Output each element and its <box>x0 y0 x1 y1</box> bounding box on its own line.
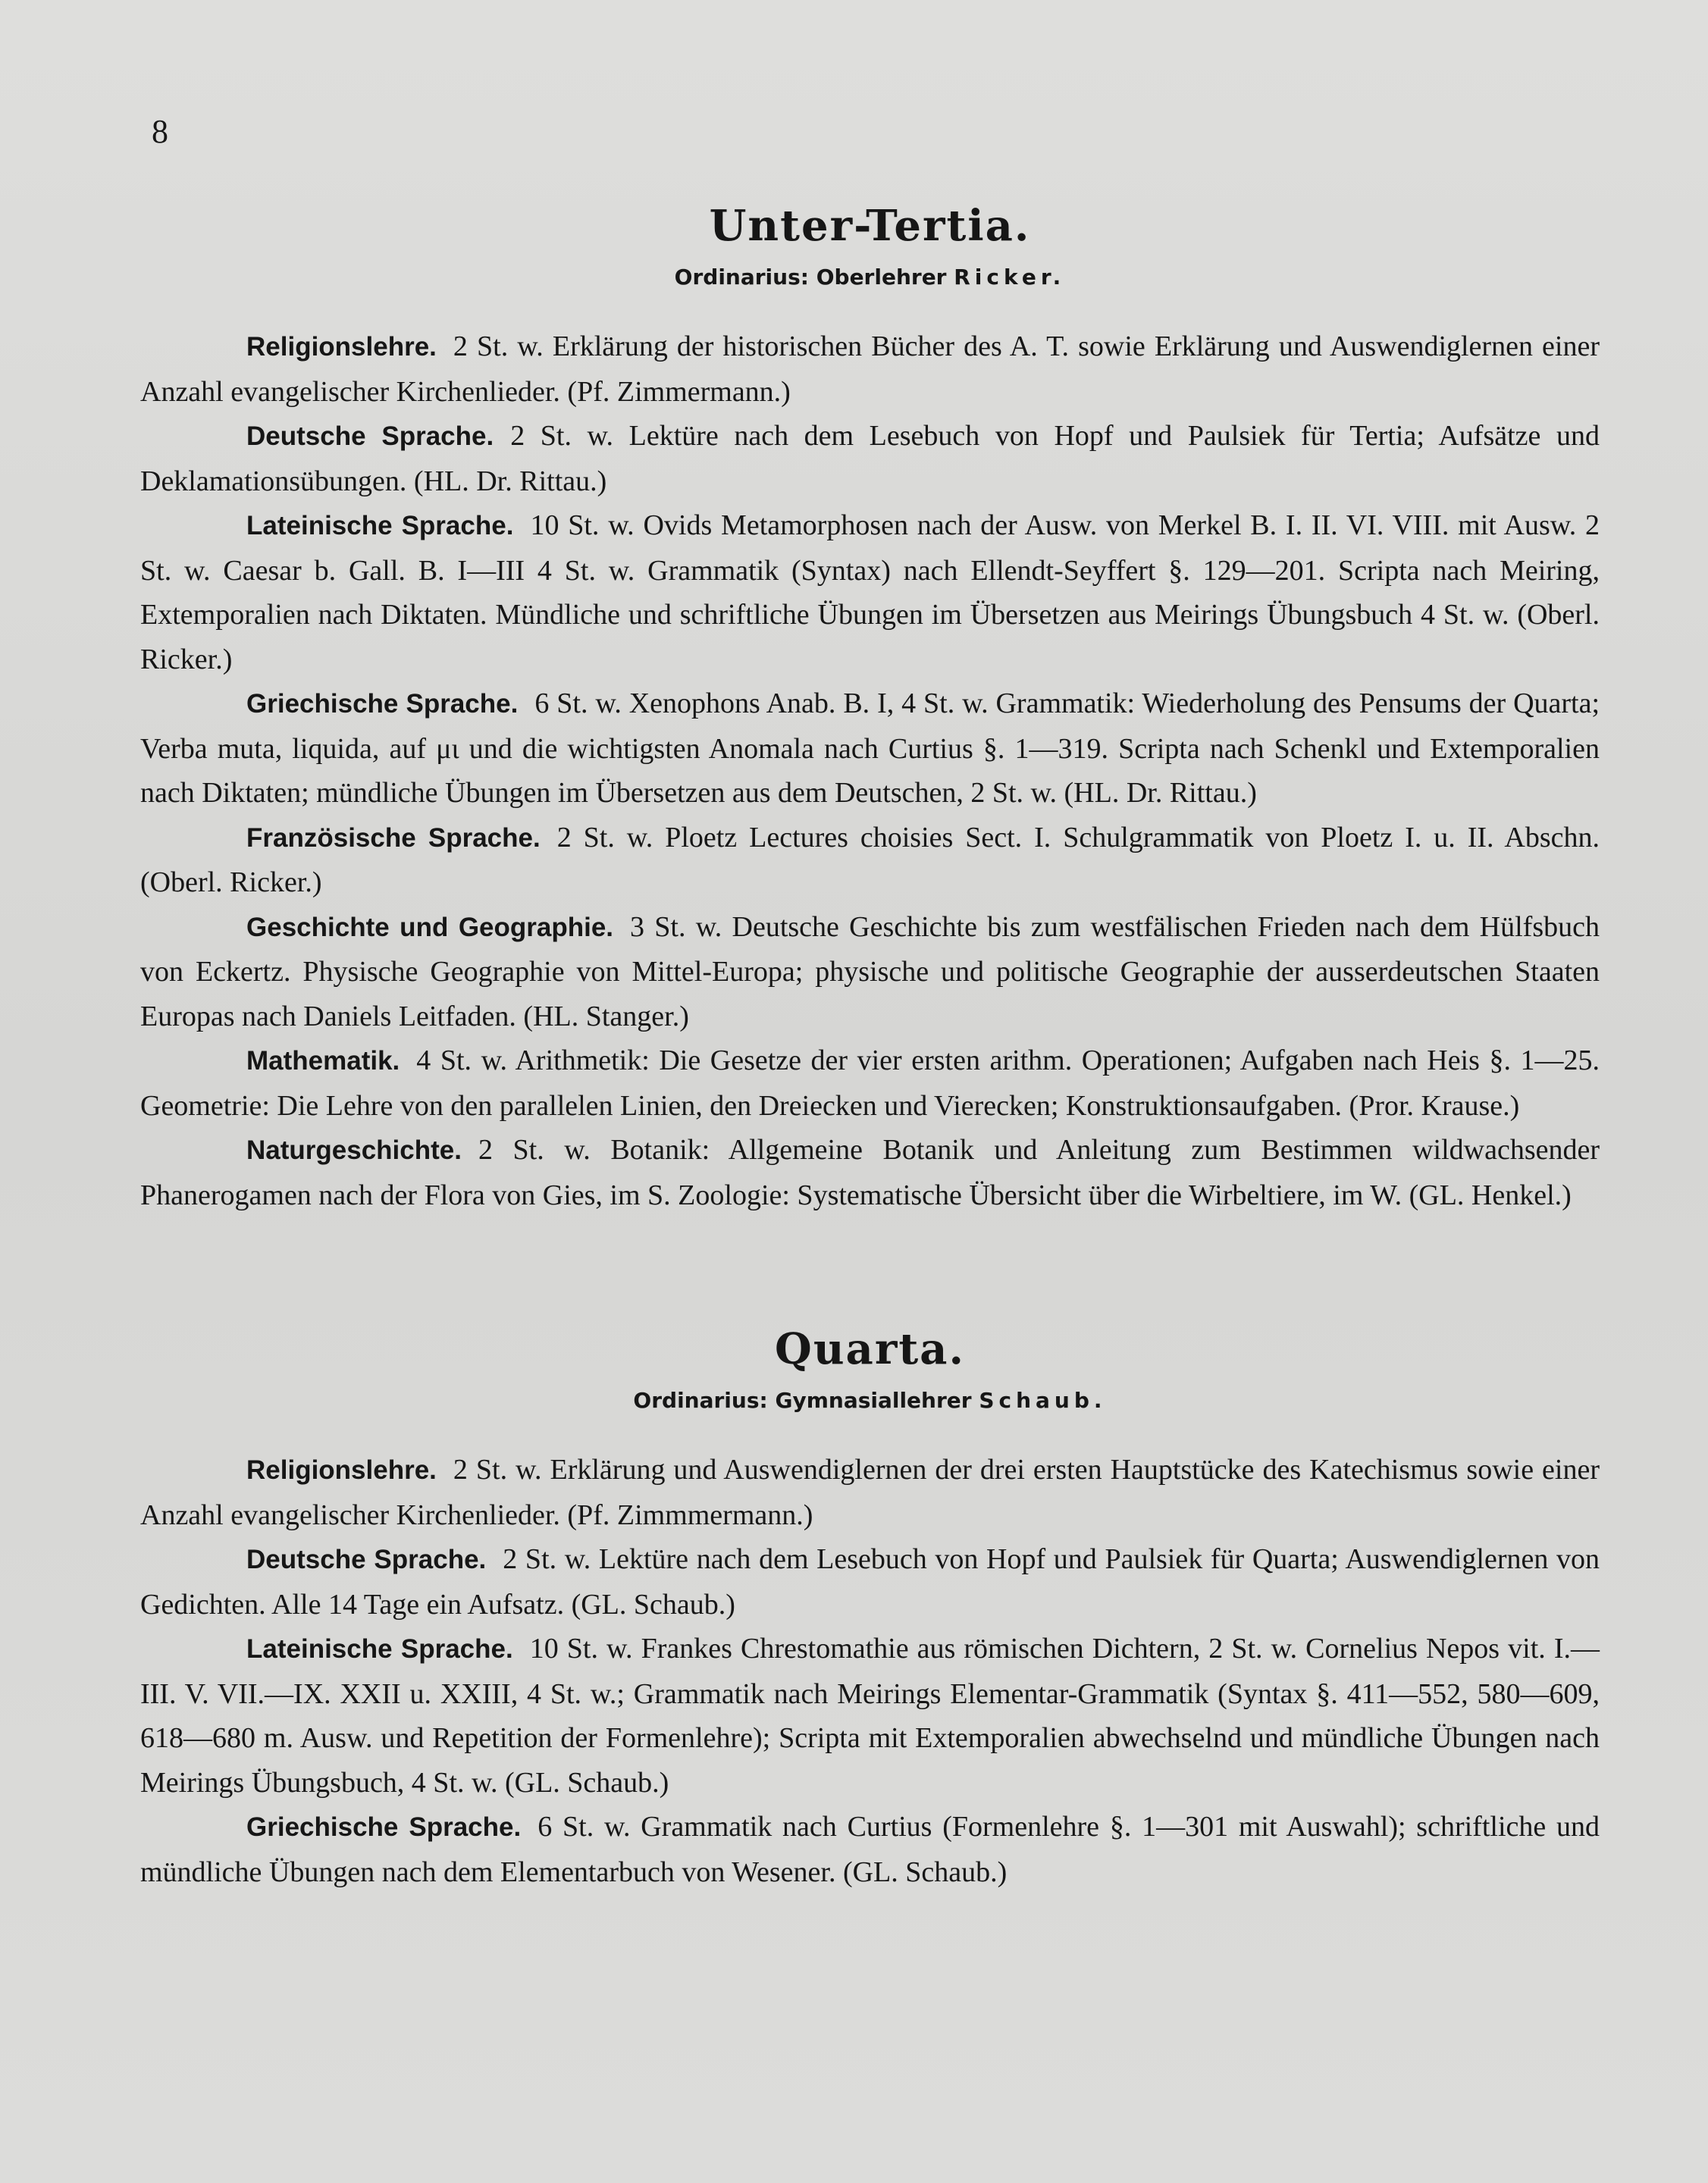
subject-text: 2 St. w. Ploetz Lectures choisies Sect. I. Schulgrammatik von Ploetz I. u. II. Abschn. (Oberl. Ricker.) <box>140 821 1600 898</box>
section-unter-tertia <box>140 196 1600 1217</box>
subject-text: 2 St. w. Erklärung und Auswendiglernen der drei ersten Hauptstücke des Katechismus sowie einer Anzahl evangelischer Kirchenlieder. (Pf. Zimmmermann.) <box>140 1454 1600 1531</box>
subject-paragraph <box>140 1448 1600 1537</box>
ordinarius-line <box>140 261 1600 294</box>
subject-name: Lateinische Sprache. <box>246 511 514 540</box>
subject-name: Religionslehre. <box>246 332 437 362</box>
subject-name: Mathematik. <box>246 1046 400 1076</box>
subject-name: Französische Sprache. <box>246 822 541 853</box>
subject-paragraph <box>140 1627 1600 1805</box>
ordinarius-label: Ordinarius: <box>633 1388 768 1413</box>
subject-paragraph <box>140 816 1600 905</box>
ordinarius-role: Gymnasiallehrer <box>775 1388 972 1413</box>
subject-paragraph <box>140 905 1600 1039</box>
section-quarta <box>140 1319 1600 1894</box>
page-number: 8 <box>152 113 168 150</box>
ordinarius-name: Schaub. <box>979 1388 1107 1413</box>
subject-paragraph <box>140 503 1600 681</box>
subject-paragraph <box>140 324 1600 414</box>
subject-text: 2 St. w. Erklärung der historischen Bücher des A. T. sowie Erklärung und Auswendiglernen einer Anzahl evangelischer Kirchenlieder. (Pf. Zimmermann.) <box>140 330 1600 408</box>
subject-text: 3 St. w. Deutsche Geschichte bis zum westfälischen Frieden nach dem Hülfsbuch von Eckertz. Physische Geographie von Mittel-Europa; physische und politische Geographie der ausserdeutschen Staaten Europas nach Daniels Leitfaden. (HL. Stanger.) <box>140 910 1600 1032</box>
subject-name: Deutsche Sprache. <box>246 1545 487 1574</box>
ordinarius-name: Ricker. <box>954 265 1066 290</box>
subject-text: 10 St. w. Frankes Chrestomathie aus römischen Dichtern, 2 St. w. Cornelius Nepos vit. I.—III. V. VII.—IX. XXII u. XXIII, 4 St. w.; Grammatik nach Meirings Elementar-Grammatik (Syntax §. 411—552, 580—609, 618—680 m. Ausw. und Repetition der Formenlehre); Scripta mit Extemporalien abwechselnd und mündliche Übungen nach Meirings Übungsbuch, 4 St. w. (GL. Schaub.) <box>140 1633 1600 1799</box>
subject-name: Lateinische Sprache. <box>246 1634 513 1664</box>
subject-text: 2 St. w. Lektüre nach dem Lesebuch von Hopf und Paulsiek für Tertia; Aufsätze und Deklamationsübungen. (HL. Dr. Rittau.) <box>140 420 1600 497</box>
subject-text: 2 St. w. Lektüre nach dem Lesebuch von Hopf und Paulsiek für Quarta; Auswendiglernen von Gedichten. Alle 14 Tage ein Aufsatz. (GL. Schaub.) <box>140 1543 1600 1621</box>
subject-name: Religionslehre. <box>246 1455 437 1485</box>
subject-name: Deutsche Sprache. <box>246 421 494 451</box>
subject-name: Griechische Sprache. <box>246 1812 522 1842</box>
subject-paragraph <box>140 414 1600 503</box>
subject-paragraph <box>140 1805 1600 1894</box>
subject-text: 10 St. w. Ovids Metamorphosen nach der Ausw. von Merkel B. I. II. VI. VIII. mit Ausw. 2 St. w. Caesar b. Gall. B. I—III 4 St. w. Grammatik (Syntax) nach Ellendt-Seyffert §. 129—201. Scripta nach Meiring, Extemporalien nach Diktaten. Mündliche und schriftliche Übungen im Übersetzen aus Meirings Übungsbuch 4 St. w. (Oberl. Ricker.) <box>140 509 1600 675</box>
subject-name: Naturgeschichte. <box>246 1135 462 1165</box>
ordinarius-line <box>140 1384 1600 1417</box>
subject-name: Geschichte und Geographie. <box>246 912 614 942</box>
subject-paragraph <box>140 1537 1600 1627</box>
ordinarius-label: Ordinarius: <box>674 265 809 290</box>
ordinarius-role: Oberlehrer <box>816 265 947 290</box>
subject-paragraph <box>140 1038 1600 1128</box>
subject-text: 2 St. w. Botanik: Allgemeine Botanik und Anleitung zum Bestimmen wildwachsender Phanerogamen nach der Flora von Gies, im S. Zoologie: Systematische Übersicht über die Wirbeltiere, im W. (GL. Henkel.) <box>140 1134 1600 1211</box>
subject-text: 4 St. w. Arithmetik: Die Gesetze der vier ersten arithm. Operationen; Aufgaben nach Heis §. 1—25. Geometrie: Die Lehre von den parallelen Linien, den Dreiecken und Vierecken; Konstruktionsaufgaben. (Pror. Krause.) <box>140 1045 1600 1122</box>
subject-name: Griechische Sprache. <box>246 689 519 719</box>
subject-text: 6 St. w. Grammatik nach Curtius (Formenlehre §. 1—301 mit Auswahl); schriftliche und mündliche Übungen nach dem Elementarbuch von Wesener. (GL. Schaub.) <box>140 1811 1600 1888</box>
subject-text: 6 St. w. Xenophons Anab. B. I, 4 St. w. Grammatik: Wiederholung des Pensums der Quarta; Verba muta, liquida, auf μι und die wichtigsten Anomala nach Curtius §. 1—319. Scripta nach Schenkl und Extemporalien nach Diktaten; mündliche Übungen im Übersetzen aus dem Deutschen, 2 St. w. (HL. Dr. Rittau.) <box>140 687 1600 809</box>
section-title: Quarta. <box>775 1324 965 1374</box>
section-title: Unter-Tertia. <box>709 201 1031 251</box>
subject-paragraph <box>140 681 1600 816</box>
subject-paragraph <box>140 1128 1600 1217</box>
